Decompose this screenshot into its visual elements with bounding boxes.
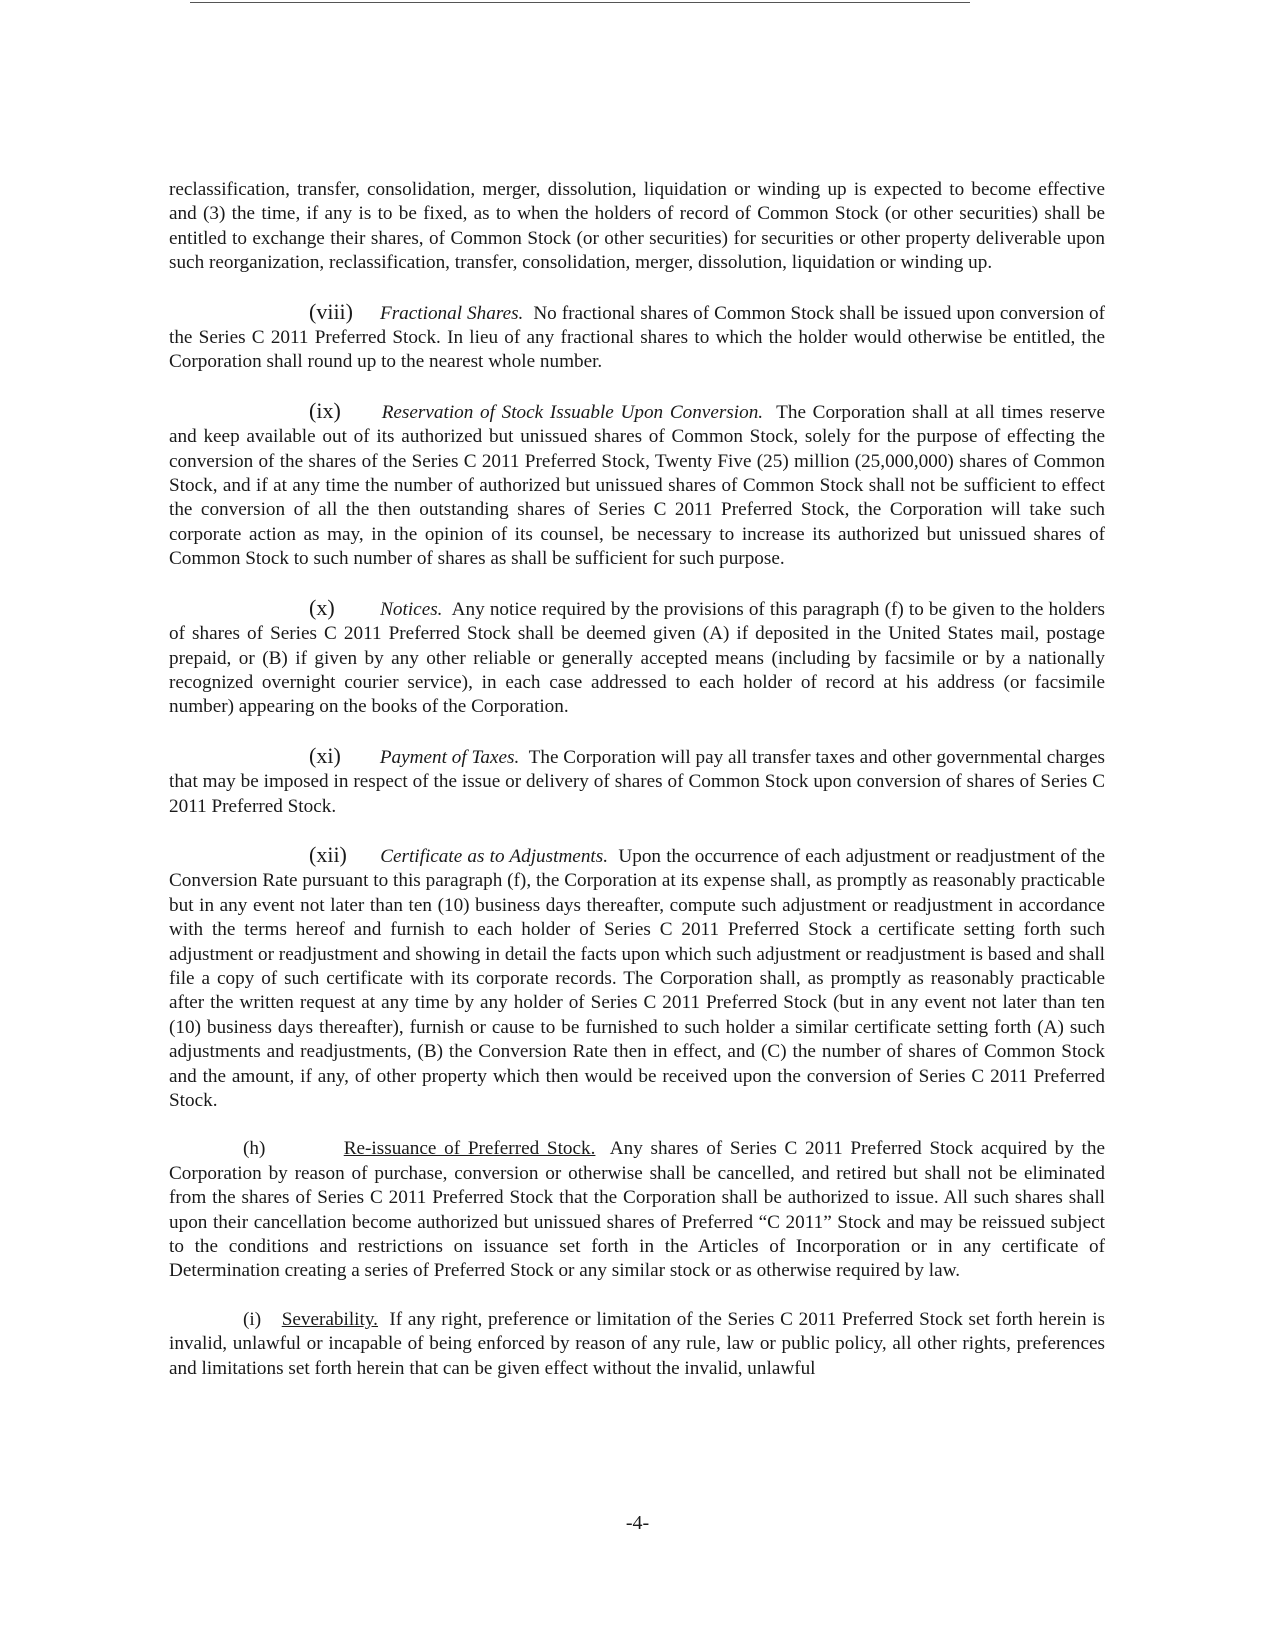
section-title: Severability. — [281, 1308, 378, 1330]
section-body: Any shares of Series C 2011 Preferred Stock acquired by the Corporation by reason of purchase, conversion or otherwise shall be cancelled, and retired but shall not be eliminated from the shares of Series C 2011 Preferred Stock that the Corporation shall be authorized to issue. All such shares shall upon their cancellation become authorized but unissued shares of Preferred “C 2011” Stock and may be reissued subject to the conditions and restrictions on issuance set forth in the Articles of Incorporation or in any certificate of Determination creating a series of Preferred Stock or any similar stock or as otherwise required by law. — [169, 1138, 1105, 1282]
subsection-title: Notices. — [380, 598, 443, 620]
subsection-number: (xi) — [309, 742, 341, 768]
subsection-body: Upon the occurrence of each adjustment or readjustment of the Conversion Rate pursuant to this paragraph (f), the Corporation at its expense shall, as promptly as reasonably practicable but in any event not later than ten (10) business days thereafter, compute such adjustment or readjustment in accordance with the terms hereof and furnish to each holder of Series C 2011 Preferred Stock a certificate setting forth such adjustment or readjustment and showing in detail the facts upon which such adjustment or readjustment is based and shall file a copy of such certificate with its corporate records. The Corporation shall, as promptly as reasonably practicable after the written request at any time by any holder of Series C 2011 Preferred Stock (but in any event not later than ten (10) business days thereafter), furnish or cause to be furnished to such holder a similar certificate setting forth (A) such adjustments and readjustments, (B) the Conversion Rate then in effect, and (C) the number of shares of Common Stock and the amount, if any, of other property which then would be received upon the conversion of Series C 2011 Preferred Stock. — [169, 845, 1106, 1111]
page-number: -4- — [625, 1512, 650, 1534]
subsection-title: Fractional Shares. — [379, 302, 524, 324]
subsection-payment-of-taxes — [169, 744, 1105, 819]
subsection-reservation-of-stock — [169, 399, 1105, 572]
section-title: Re-issuance of Preferred Stock. — [343, 1138, 596, 1160]
section-reissuance-of-preferred-stock — [169, 1137, 1105, 1283]
section-body: If any right, preference or limitation of the Series C 2011 Preferred Stock set forth herein is invalid, unlawful or incapable of being enforced by reason of any rule, law or public policy, all other rights, preferences and limitations set forth herein that can be given effect without the invalid, unlawful — [169, 1308, 1106, 1379]
document-body — [169, 178, 1105, 1405]
subsection-body: The Corporation will pay all transfer taxes and other governmental charges that may be imposed in respect of the issue or delivery of shares of Common Stock upon conversion of shares of Series C 2011 Preferred Stock. — [169, 746, 1106, 817]
subsection-number: (ix) — [309, 397, 341, 423]
subsection-body: Any notice required by the provisions of this paragraph (f) to be given to the holders of shares of Series C 2011 Preferred Stock shall be deemed given (A) if deposited in the United States mail, postage prepaid, or (B) if given by any other reliable or generally accepted means (including by facsimile or by a nationally recognized overnight courier service), in each case addressed to each holder of record at his address (or facsimile number) appearing on the books of the Corporation. — [169, 598, 1105, 718]
section-severability — [169, 1308, 1105, 1381]
subsection-notices — [169, 596, 1105, 720]
opening-paragraph: reclassification, transfer, consolidation, merger, dissolution, liquidation or winding up is expected to become effective and (3) the time, if any is to be fixed, as to when the holders of record of Common Stock (or other securities) shall be entitled to exchange their shares, of Common Stock (or other securities) for securities or other property deliverable upon such reorganization, reclassification, transfer, consolidation, merger, dissolution, liquidation or winding up. — [169, 179, 1105, 274]
subsection-body: The Corporation shall at all times reserve and keep available out of its authorized but unissued shares of Common Stock, solely for the purpose of effecting the conversion of the shares of the Series C 2011 Preferred Stock, Twenty Five (25) million (25,000,000) shares of Common Stock, and if at any time the number of authorized but unissued shares of Common Stock shall not be sufficient to effect the conversion of all the then outstanding shares of Series C 2011 Preferred Stock, the Corporation will take such corporate action as may, in the opinion of its counsel, be necessary to increase its authorized but unissued shares of Common Stock to such number of shares as shall be sufficient for such purpose. — [169, 401, 1106, 570]
subsection-number: (x) — [309, 594, 335, 620]
subsection-number: (viii) — [309, 298, 353, 324]
subsection-certificate-as-to-adjustments — [169, 843, 1105, 1113]
subsection-number: (xii) — [309, 841, 347, 867]
subsection-title: Certificate as to Adjustments. — [380, 845, 609, 867]
section-number: (h) — [243, 1138, 266, 1160]
subsection-body: No fractional shares of Common Stock shall be issued upon conversion of the Series C 2011 Preferred Stock. In lieu of any fractional shares to which the holder would otherwise be entitled, the Corporation shall round up to the nearest whole number. — [169, 302, 1106, 373]
subsection-title: Reservation of Stock Issuable Upon Conversion. — [381, 401, 764, 423]
subsection-fractional-shares — [169, 300, 1105, 375]
subsection-title: Payment of Taxes. — [379, 746, 520, 768]
section-number: (i) — [243, 1308, 262, 1330]
top-rule — [190, 2, 970, 3]
